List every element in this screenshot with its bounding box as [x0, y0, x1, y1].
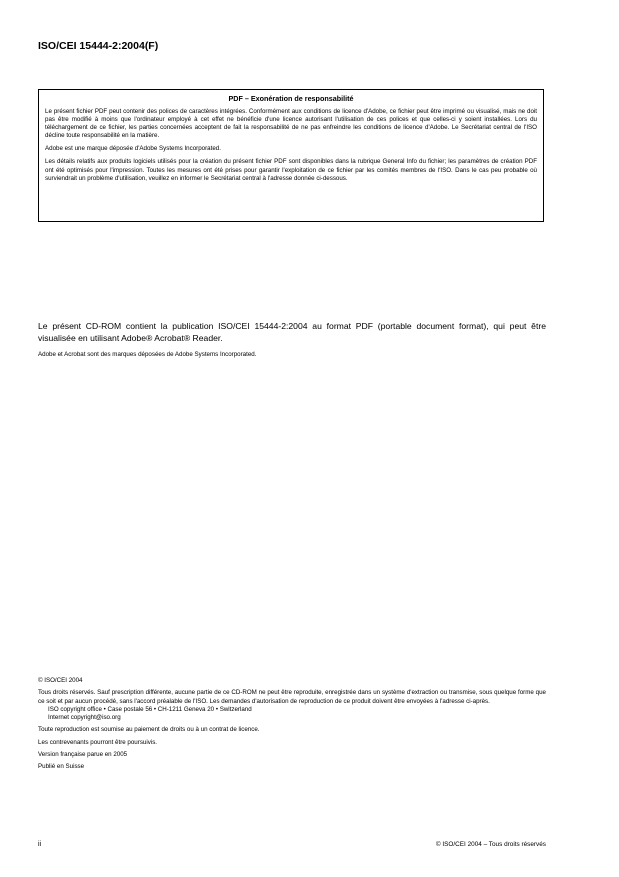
cdrom-intro-text: Le présent CD-ROM contient la publication ISO/CEI 15444-2:2004 au format PDF (portable document format), qui peut être visualisée en utilisant Adobe® Acrobat® Reader. — [38, 321, 546, 343]
payment-note: Toute reproduction est soumise au paiement de droits ou à un contrat de licence. — [38, 726, 260, 734]
disclaimer-paragraph: Adobe est une marque déposée d'Adobe Systems Incorporated. — [45, 145, 221, 153]
disclaimer-paragraph: Les détails relatifs aux produits logiciels utilisés pour la création du présent fichier PDF sont disponibles dans la rubrique General Info du fichier; les paramètres de création PDF ont été optimisés pour l'impression. Toutes les mesures ont été prises pour garantir l'exploitation de ce fichier par les comités membres de l'ISO. Dans le cas peu probable où surviendrait un problème d'utilisation, veuillez en informer le Secrétariat central à l'adresse donnée ci-dessous. — [45, 158, 537, 182]
page-number: ii — [38, 841, 42, 848]
document-title: ISO/CEI 15444-2:2004(F) — [38, 40, 159, 52]
prosecution-note: Les contrevenants pourront être poursuivis. — [38, 738, 158, 746]
disclaimer-paragraph: Le présent fichier PDF peut contenir des polices de caractères intégrées. Conformément aux conditions de licence d'Adobe, ce fichier peut être imprimé ou visualisé, mais ne doit pas être modifié à moins que l'ordinateur employé à cet effet ne bénéficie d'une licence autorisant l'utilisation de ces polices et que celles-ci y soient installées. Lors du téléchargement de ce fichier, les parties concernées acceptent de fait la responsabilité de ne pas enfreindre les conditions de licence d'Adobe. Le Secrétariat central de l'ISO décline toute responsabilité en la matière. — [45, 108, 537, 140]
iso-address: ISO copyright office • Case postale 56 • CH-1211 Geneva 20 • Switzerland — [48, 705, 252, 713]
footer-rights: © ISO/CEI 2004 – Tous droits réservés — [435, 841, 546, 848]
trademark-note: Adobe et Acrobat sont des marques déposées de Adobe Systems Incorporated. — [38, 351, 257, 358]
copyright-block — [38, 677, 546, 772]
pdf-disclaimer-box — [38, 89, 544, 222]
copyright-line: © ISO/CEI 2004 — [38, 677, 83, 684]
rights-statement: Tous droits réservés. Sauf prescription différente, aucune partie de ce CD-ROM ne peut être reproduite, enregistrée dans un système d'extraction ou transmise, sous quelque forme que ce soit et par aucun procédé, sans l'accord préalable de l'ISO. Les demandes d'autorisation de reproduction de ce produit doivent être envoyées à l'adresse ci-après. — [38, 689, 546, 705]
disclaimer-heading: PDF – Exonération de responsabilité — [228, 94, 354, 103]
version-note: Version française parue en 2005 — [38, 751, 128, 759]
published-note: Publié en Suisse — [38, 763, 85, 771]
iso-internet: Internet copyright@iso.org — [48, 714, 121, 722]
